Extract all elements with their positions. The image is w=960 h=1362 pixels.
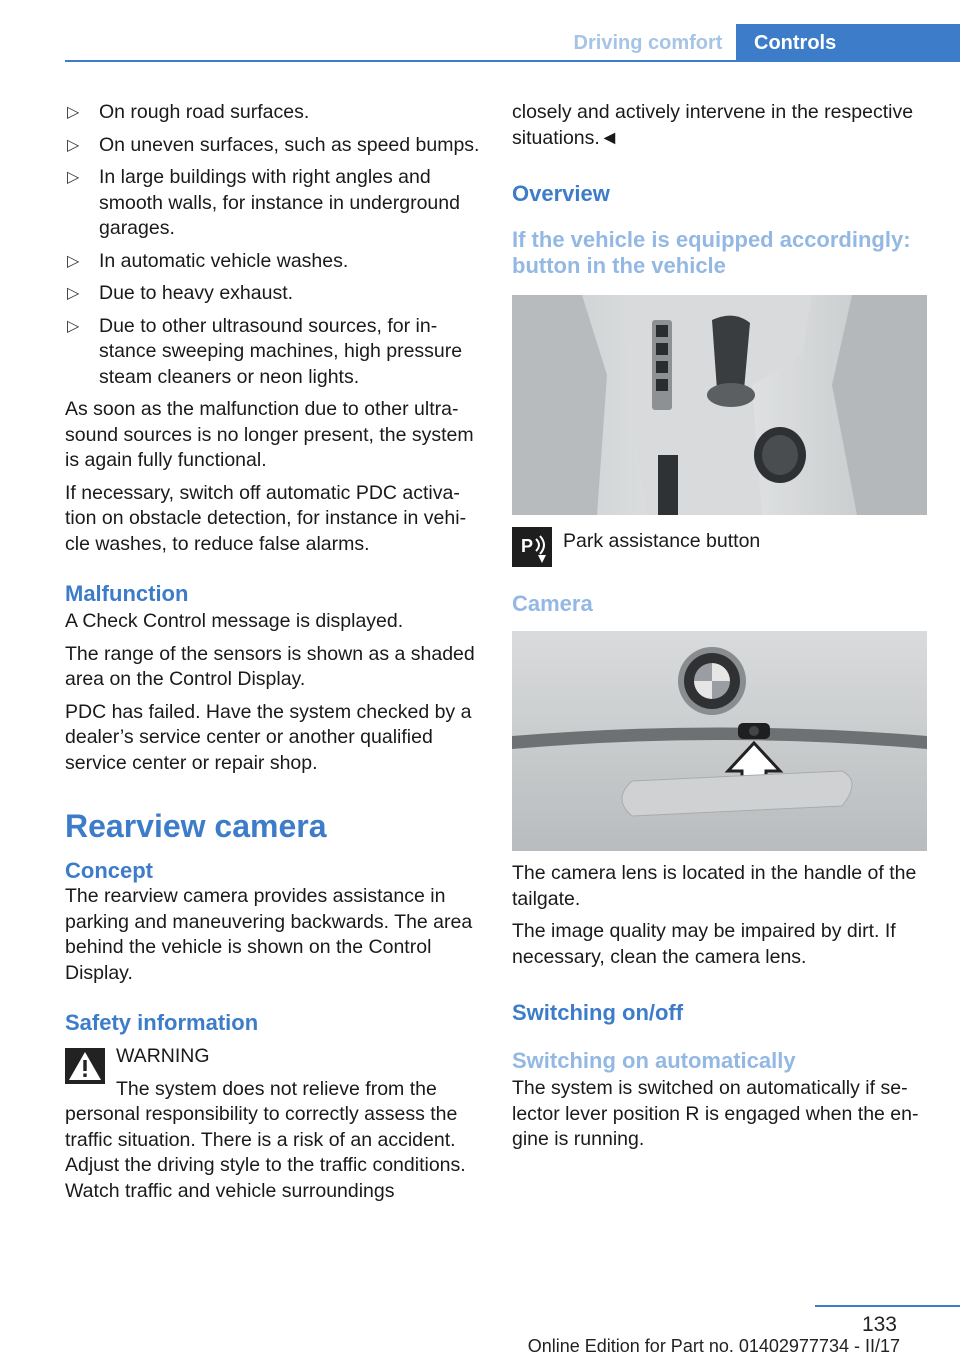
park-assistance-caption: P Park assistance button bbox=[512, 527, 927, 571]
list-item: ▷ On uneven surfaces, such as speed bumps. bbox=[65, 133, 480, 159]
bullet-list bbox=[65, 100, 480, 390]
paragraph: The rearview camera provides assistance in parking and maneuvering backwards. The area behind the vehicle is shown on the Control Display. bbox=[65, 885, 473, 984]
triangle-bullet-icon: ▷ bbox=[67, 169, 80, 186]
header-tab-controls: Controls bbox=[736, 24, 960, 62]
right-column bbox=[512, 100, 927, 1160]
list-item: ▷ Due to other ultrasound sources, for instance sweeping machines, high pressure steam cleaners or neon lights. bbox=[67, 314, 463, 388]
paragraph: As soon as the malfunction due to other ultrasound sources is no longer present, the system is again fully functional. bbox=[65, 398, 474, 471]
paragraph: The range of the sensors is shown as a shaded area on the Control Display. bbox=[65, 642, 475, 690]
malfunction-heading: Malfunction bbox=[65, 581, 189, 606]
warning-triangle-icon bbox=[65, 1048, 105, 1084]
switching-heading: Switching on/off bbox=[512, 1000, 684, 1025]
triangle-bullet-icon: ▷ bbox=[67, 104, 80, 121]
rearview-camera-heading: Rearview camera bbox=[65, 808, 327, 844]
switching-automatically-heading: Switching on automatically bbox=[512, 1048, 796, 1073]
camera-heading: Camera bbox=[512, 591, 593, 616]
paragraph: If necessary, switch off automatic PDC activation on obstacle detection, for instance in vehicle washes, to reduce false alarms. bbox=[65, 481, 467, 555]
triangle-bullet-icon: ▷ bbox=[67, 285, 80, 302]
header-rule bbox=[65, 60, 960, 62]
safety-information-heading: Safety information bbox=[65, 1010, 259, 1035]
paragraph: The system is switched on automatically if selector lever position R is engaged when the engine is running. bbox=[512, 1077, 919, 1150]
list-item: ▷ In large buildings with right angles and smooth walls, for instance in underground garages. bbox=[67, 166, 460, 239]
tailgate-camera-photo bbox=[512, 631, 927, 851]
concept-heading: Concept bbox=[65, 858, 153, 883]
svg-text:P: P bbox=[521, 536, 534, 556]
center-console-photo bbox=[512, 295, 927, 515]
warning-label: WARNING bbox=[116, 1045, 210, 1067]
footer-edition: Online Edition for Part no. 01402977734 - II/17 bbox=[527, 1336, 900, 1356]
triangle-bullet-icon: ▷ bbox=[67, 317, 80, 335]
list-item: ▷ Due to heavy exhaust. bbox=[65, 281, 480, 307]
warning-text: The system does not relieve from the personal responsibility to correctly assess the traffic situation. There is a risk of an accident. Adjust the driving style to the traffic conditions. Watch traffic and vehicle surroundings bbox=[65, 1077, 466, 1202]
page-number: 133 bbox=[861, 1313, 897, 1336]
overview-heading: Overview bbox=[512, 181, 610, 206]
list-item: ▷ On rough road surfaces. bbox=[65, 100, 480, 126]
paragraph: A Check Control message is displayed. bbox=[65, 610, 404, 632]
left-column bbox=[65, 100, 480, 1211]
paragraph: The image quality may be impaired by dirt. If necessary, clean the camera lens. bbox=[512, 920, 896, 968]
footer-rule bbox=[815, 1305, 960, 1307]
triangle-bullet-icon: ▷ bbox=[67, 252, 80, 270]
list-item: ▷ In automatic vehicle washes. bbox=[65, 249, 480, 275]
paragraph: PDC has failed. Have the system checked by a dealer’s service center or another qualified service center or repair shop. bbox=[65, 700, 472, 774]
equipped-heading: If the vehicle is equipped accordingly: button in the vehicle bbox=[512, 227, 911, 278]
warning-block bbox=[65, 1044, 480, 1070]
header-section-title: Driving comfort bbox=[573, 31, 723, 54]
park-assistance-button-icon bbox=[512, 527, 552, 567]
paragraph: The camera lens is located in the handle of the tailgate. bbox=[512, 862, 917, 910]
triangle-bullet-icon: ▷ bbox=[67, 136, 80, 154]
paragraph: closely and actively intervene in the respective situations.◄ bbox=[512, 101, 914, 149]
